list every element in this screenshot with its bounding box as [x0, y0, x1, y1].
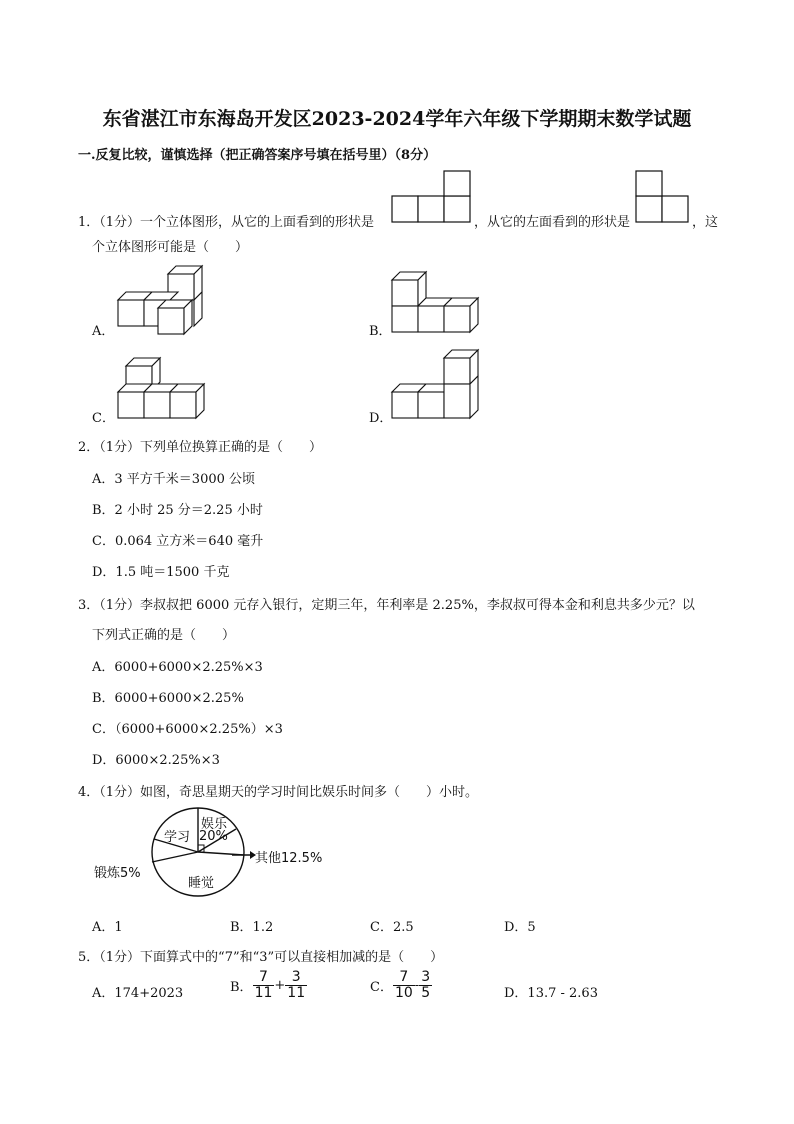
q3-stem-line1: 3．（1分）李叔叔把 6000 元存入银行，定期三年，年利率是 2.25%，李叔叔可得本金和利息共多少元？以 [78, 598, 695, 613]
pie-label-study: 学习 [164, 830, 191, 845]
q5-option-a: A．174+2023 [92, 986, 184, 1001]
option-d-solid-figure [390, 348, 486, 420]
q5-option-c-label: C． [370, 980, 393, 995]
q3-option-c: C．（6000+6000×2.25%）×3 [92, 722, 283, 737]
q3-option-a: A．6000+6000×2.25%×3 [92, 660, 263, 675]
numerator: 3 [421, 969, 431, 985]
option-b-solid-figure [390, 270, 486, 334]
denominator: 5 [421, 985, 431, 1001]
q2-stem: 2．（1分）下列单位换算正确的是（ ） [78, 440, 323, 455]
denominator: 11 [254, 985, 273, 1001]
q4-option-c: C．2.5 [370, 920, 414, 935]
q1-option-d-label: D． [369, 411, 393, 426]
section-heading: 一.反复比较，谨慎选择（把正确答案序号填在括号里）（8分） [78, 148, 437, 163]
q4-stem: 4．（1分）如图，奇思星期天的学习时间比娱乐时间多（ ）小时。 [78, 785, 479, 800]
q1-option-b-label: B． [369, 324, 392, 339]
pie-label-fun: 娱乐 [201, 817, 228, 832]
minus-operator: - [414, 978, 420, 993]
option-c-solid-figure [116, 354, 208, 422]
top-view-figure [392, 171, 474, 225]
fraction-7-10 [393, 970, 415, 1001]
q1-option-c-label: C． [92, 411, 115, 426]
numerator: 7 [253, 970, 275, 986]
q1-text-part1: 1．（1分）一个立体图形，从它的上面看到的形状是 [78, 215, 375, 230]
q5-option-c [370, 970, 432, 1001]
q3-stem-line2: 下列式正确的是（ ） [92, 628, 236, 643]
pie-label-fun-percent: 20% [199, 829, 228, 844]
pie-label-other: 其他12.5% [255, 851, 323, 866]
q4-option-a: A．1 [92, 920, 123, 935]
q1-text-line2: 个立体图形可能是（ ） [92, 240, 249, 255]
q2-option-b: B．2 小时 25 分＝2.25 小时 [92, 503, 263, 518]
q5-option-b-label: B． [230, 980, 253, 995]
q1-text-part2: ，从它的左面看到的形状是 [474, 215, 631, 230]
pie-label-exercise: 锻炼5% [94, 866, 141, 881]
pie-label-sleep: 睡觉 [188, 876, 215, 891]
denominator: 11 [287, 985, 306, 1001]
q5-stem: 5．（1分）下面算式中的“7”和“3”可以直接相加减的是（ ） [78, 950, 444, 965]
plus-operator: + [274, 978, 286, 993]
q4-option-d: D．5 [504, 920, 536, 935]
denominator: 10 [394, 985, 413, 1001]
page-title: 东省湛江市东海岛开发区2023-2024学年六年级下学期期末数学试题 [102, 108, 692, 130]
q3-option-d: D．6000×2.25%×3 [92, 753, 220, 768]
q1-option-a-label: A． [92, 324, 115, 339]
q2-option-c: C．0.064 立方米＝640 毫升 [92, 534, 264, 549]
q2-option-a: A．3 平方千米＝3000 公顷 [92, 472, 256, 487]
numerator: 3 [285, 970, 307, 986]
q1-text-part3: ，这 [692, 215, 719, 230]
q2-option-d: D．1.5 吨＝1500 千克 [92, 565, 230, 580]
q5-option-d: D．13.7 - 2.63 [504, 986, 598, 1001]
fraction-3-11 [285, 970, 307, 1001]
q4-option-b: B．1.2 [230, 920, 274, 935]
q5-option-b [230, 970, 307, 1001]
left-view-figure [636, 171, 692, 225]
fraction-3-5 [419, 970, 432, 1001]
option-a-solid-figure [116, 266, 206, 338]
q3-option-b: B．6000+6000×2.25% [92, 691, 244, 706]
fraction-7-11 [253, 970, 275, 1001]
numerator: 7 [393, 970, 415, 986]
